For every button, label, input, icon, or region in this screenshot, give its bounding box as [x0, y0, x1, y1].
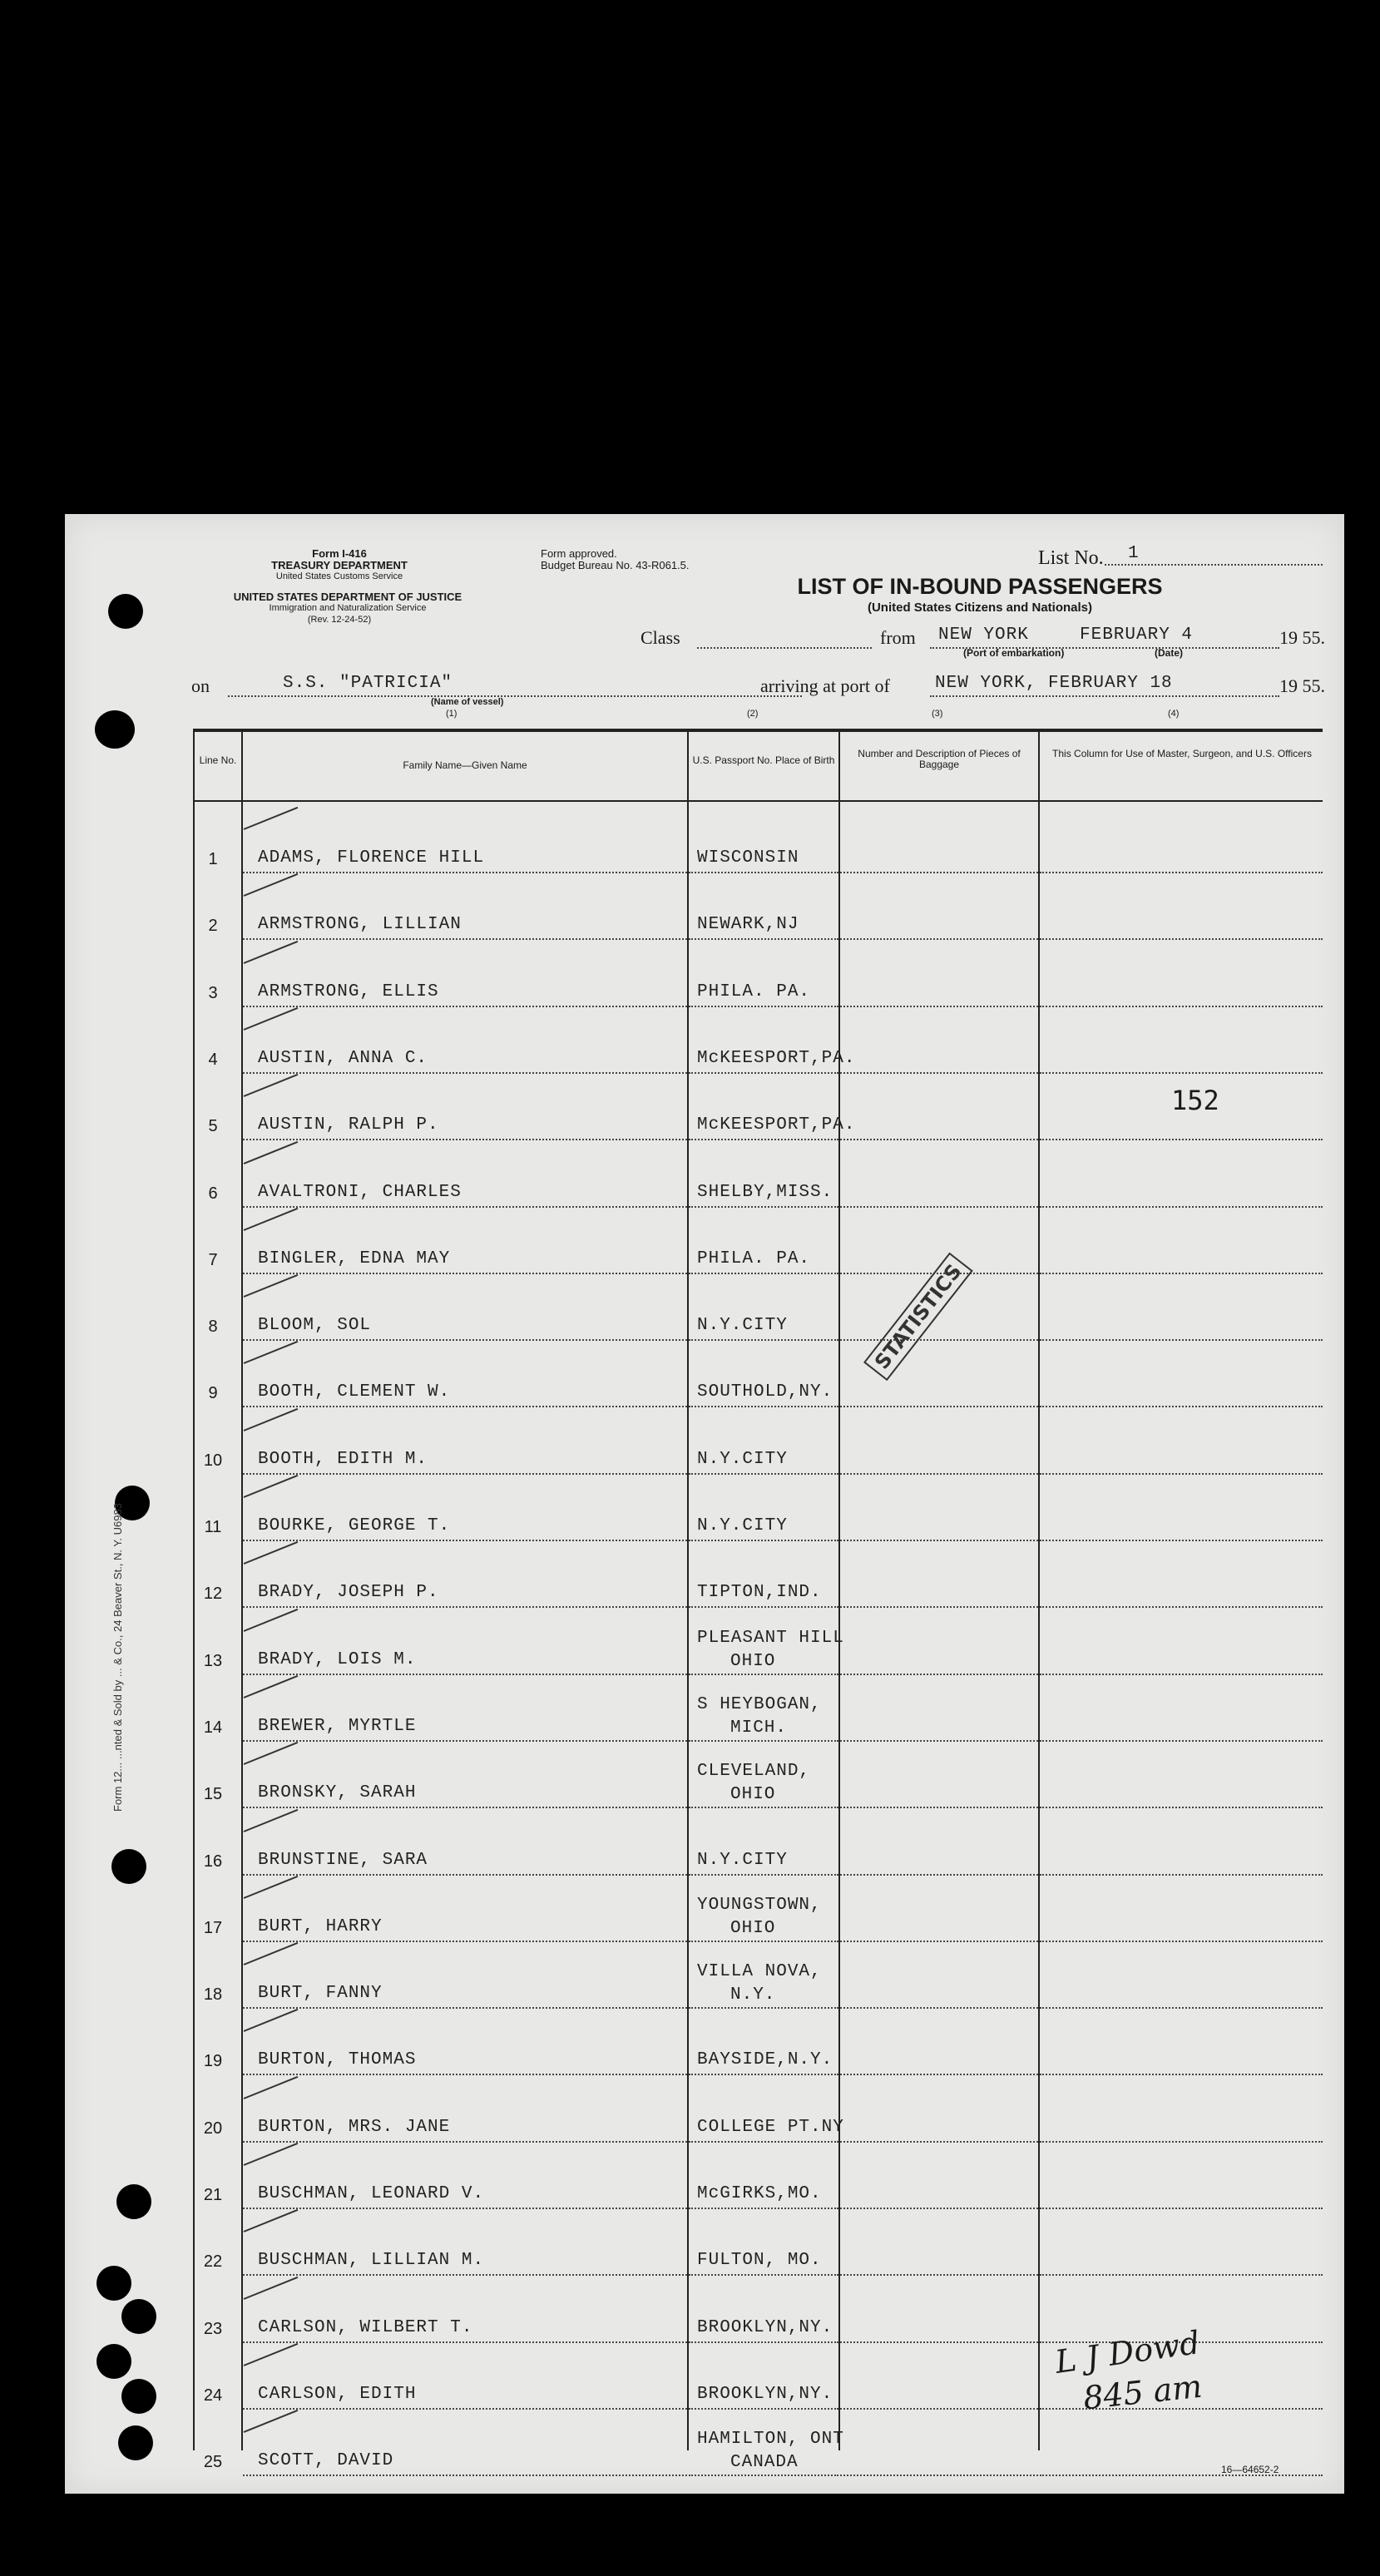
check-mark: [244, 1808, 299, 1832]
immigration-service: Immigration and Naturalization Service: [269, 603, 427, 613]
column-number-4: (4): [1168, 709, 1180, 719]
table-row: [65, 2209, 1344, 2276]
passenger-name: BRADY, JOSEPH P.: [258, 1583, 439, 1603]
check-mark: [244, 2343, 299, 2366]
passenger-name: BLOOM, SOL: [258, 1316, 372, 1336]
printer-imprint: Form 12... ...nted & Sold by ... & Co., 24 Beaver St., N. Y. U6983: [111, 1503, 124, 1812]
passenger-name: BINGLER, EDNA MAY: [258, 1248, 451, 1268]
passenger-name: ARMSTRONG, LILLIAN: [258, 915, 462, 935]
check-mark: [244, 940, 299, 963]
arriving-label: arriving at port of: [760, 675, 890, 696]
line-number: 2: [208, 917, 218, 936]
statistics-stamp: STATISTICS: [863, 1253, 973, 1381]
table-row: [65, 873, 1344, 940]
place-of-birth: FULTON, MO.: [697, 2251, 822, 2271]
check-mark: [244, 873, 299, 897]
place-of-birth: BROOKLYN,NY.: [697, 2384, 833, 2404]
place-line-2: OHIO: [730, 1918, 776, 1938]
passenger-name: ADAMS, FLORENCE HILL: [258, 848, 485, 868]
place-line-2: MICH.: [730, 1718, 788, 1738]
line-number: 4: [208, 1050, 218, 1069]
passenger-name: BRUNSTINE, SARA: [258, 1850, 428, 1870]
check-mark: [244, 1942, 299, 1965]
passenger-name: SCOTT, DAVID: [258, 2451, 394, 2471]
place-line-1: PLEASANT HILL: [697, 1628, 844, 1648]
form-title: LIST OF IN-BOUND PASSENGERS: [797, 574, 1163, 599]
place-of-birth: [697, 1627, 844, 1674]
place-of-birth: McKEESPORT,PA.: [697, 1115, 856, 1135]
on-label: on: [191, 675, 210, 696]
check-mark: [244, 1675, 299, 1698]
column-number-2: (2): [747, 709, 759, 719]
list-no-value: 1: [1128, 544, 1140, 563]
year-arrival: 19 55.: [1279, 675, 1325, 696]
line-number: 11: [204, 1518, 222, 1536]
place-of-birth: McKEESPORT,PA.: [697, 1048, 856, 1068]
place-of-birth: N.Y.CITY: [697, 1516, 788, 1535]
place-of-birth: [697, 1960, 822, 2007]
passenger-name: BRONSKY, SARAH: [258, 1783, 417, 1803]
table-row: [65, 1208, 1344, 1274]
table-row: [65, 2009, 1344, 2075]
header-baggage: Number and Description of Pieces of Baggage: [858, 748, 1021, 770]
table-row: [65, 1609, 1344, 1675]
place-of-birth: [697, 1760, 810, 1807]
from-date: FEBRUARY 4: [1080, 625, 1194, 645]
vessel-dots: [228, 695, 802, 697]
line-number: 10: [203, 1451, 223, 1470]
row-dotted-line: [243, 2475, 687, 2476]
header-place-of-birth: U.S. Passport No. Place of Birth: [692, 754, 835, 766]
place-of-birth: BAYSIDE,N.Y.: [697, 2050, 833, 2070]
place-of-birth: NEWARK,NJ: [697, 915, 799, 935]
check-mark: [244, 1341, 299, 1364]
header-line-no: Line No.: [199, 754, 237, 766]
punch-hole: [108, 594, 143, 629]
row-dotted-line: [840, 2475, 1038, 2476]
place-line-1: VILLA NOVA,: [697, 1962, 822, 1982]
check-mark: [244, 2076, 299, 2099]
check-mark: [244, 1876, 299, 1899]
place-of-birth: [697, 1894, 822, 1941]
table-top-border: [193, 729, 1323, 732]
justice-department: UNITED STATES DEPARTMENT OF JUSTICE: [233, 591, 462, 603]
line-number: 1: [208, 850, 218, 868]
line-number: 18: [203, 1985, 223, 2005]
passenger-name: CARLSON, WILBERT T.: [258, 2317, 473, 2337]
row-dotted-line: [689, 2475, 838, 2476]
passenger-name: BOOTH, EDITH M.: [258, 1449, 428, 1469]
line-number: 3: [208, 983, 218, 1002]
budget-bureau: Budget Bureau No. 43-R061.5.: [541, 559, 690, 571]
table-row: [65, 807, 1344, 873]
row-dotted-line: [1040, 2475, 1323, 2476]
table-row: [65, 2143, 1344, 2209]
line-number: 7: [208, 1250, 218, 1269]
passenger-name: BREWER, MYRTLE: [258, 1716, 417, 1736]
line-number: 13: [203, 1651, 223, 1670]
arrival-dots: [930, 695, 1279, 697]
check-mark: [244, 1074, 299, 1097]
table-row: [65, 1809, 1344, 1876]
table-row: [65, 941, 1344, 1007]
place-of-birth: N.Y.CITY: [697, 1449, 788, 1469]
passenger-name: BOOTH, CLEMENT W.: [258, 1382, 451, 1402]
table-row: [65, 1274, 1344, 1341]
line-number: 21: [203, 2186, 223, 2204]
place-of-birth: BROOKLYN,NY.: [697, 2317, 833, 2337]
date-caption: (Date): [1155, 647, 1184, 659]
place-line-2: OHIO: [730, 1651, 776, 1671]
port-embarkation-caption: (Port of embarkation): [963, 647, 1065, 659]
check-mark: [244, 1007, 299, 1031]
place-of-birth: PHILA. PA.: [697, 1248, 811, 1268]
line-number: 25: [203, 2453, 223, 2472]
table-row: [65, 1876, 1344, 1942]
passenger-name: BUSCHMAN, LEONARD V.: [258, 2184, 485, 2203]
table-row: [65, 1341, 1344, 1407]
punch-hole: [95, 710, 135, 749]
place-line-2: CANADA: [730, 2453, 799, 2473]
check-mark: [244, 2009, 299, 2032]
line-number: 24: [203, 2386, 223, 2405]
officer-signature: L J Dowd: [1052, 2324, 1203, 2381]
table-row: [65, 1007, 1344, 1074]
header-bottom-rule: [193, 800, 1323, 802]
passenger-name: BUSCHMAN, LILLIAN M.: [258, 2251, 485, 2271]
year-departure: 19 55.: [1279, 627, 1325, 648]
check-mark: [244, 1608, 299, 1631]
place-of-birth: N.Y.CITY: [697, 1316, 788, 1336]
place-line-1: HAMILTON, ONT: [697, 2430, 844, 2450]
revision-date: (Rev. 12-24-52): [307, 615, 372, 625]
passenger-name: BURT, HARRY: [258, 1916, 383, 1936]
line-number: 23: [203, 2319, 223, 2338]
class-label: Class: [641, 627, 680, 648]
header-officers: This Column for Use of Master, Surgeon, and U.S. Officers: [1052, 748, 1312, 759]
table-row: [65, 1942, 1344, 2009]
place-of-birth: WISCONSIN: [697, 848, 799, 868]
place-of-birth: PHILA. PA.: [697, 981, 811, 1001]
place-of-birth: SHELBY,MISS.: [697, 1182, 833, 1202]
list-no-label: List No.: [1038, 547, 1104, 569]
place-of-birth: [697, 1693, 822, 1740]
class-dots: [697, 647, 872, 649]
vessel-caption: (Name of vessel): [431, 697, 504, 707]
place-line-2: OHIO: [730, 1785, 776, 1805]
check-mark: [244, 2410, 299, 2433]
line-number: 9: [208, 1384, 218, 1403]
form-subtitle: (United States Citizens and Nationals): [867, 601, 1093, 615]
check-mark: [244, 2143, 299, 2166]
footer-code: 16—64652-2: [1221, 2464, 1279, 2475]
passenger-name: BURTON, MRS. JANE: [258, 2117, 451, 2137]
table-row: [65, 2410, 1344, 2476]
passenger-name: AUSTIN, ANNA C.: [258, 1048, 428, 1068]
vessel-name: S.S. "PATRICIA": [283, 674, 453, 693]
list-no-dots: [1105, 564, 1323, 566]
passenger-name: BURT, FANNY: [258, 1984, 383, 2004]
passenger-name: AVALTRONI, CHARLES: [258, 1182, 462, 1202]
header-family-name: Family Name—Given Name: [403, 759, 527, 771]
handwritten-number: 152: [1171, 1085, 1219, 1116]
place-line-2: N.Y.: [730, 1985, 776, 2005]
customs-service: United States Customs Service: [275, 571, 403, 581]
table-row: [65, 1408, 1344, 1475]
line-number: 22: [203, 2252, 223, 2272]
check-mark: [244, 1742, 299, 1765]
passenger-name: CARLSON, EDITH: [258, 2384, 417, 2404]
arrival-port-date: NEW YORK, FEBRUARY 18: [935, 674, 1173, 693]
place-line-1: YOUNGSTOWN,: [697, 1895, 822, 1915]
line-number: 14: [203, 1718, 223, 1737]
passenger-name: BRADY, LOIS M.: [258, 1649, 417, 1669]
from-port: NEW YORK: [938, 625, 1029, 645]
line-number: 5: [208, 1117, 218, 1136]
check-mark: [244, 1208, 299, 1231]
passenger-name: ARMSTRONG, ELLIS: [258, 981, 439, 1001]
line-number: 20: [203, 2119, 223, 2138]
place-of-birth: McGIRKS,MO.: [697, 2184, 822, 2203]
check-mark: [244, 2276, 299, 2299]
check-mark: [244, 1140, 299, 1164]
passenger-name: BOURKE, GEORGE T.: [258, 1516, 451, 1535]
form-approved: Form approved.: [541, 547, 617, 560]
table-row: [65, 1475, 1344, 1541]
from-label: from: [880, 627, 916, 648]
table-row: [65, 1742, 1344, 1808]
passenger-name: BURTON, THOMAS: [258, 2050, 417, 2070]
column-number-3: (3): [932, 709, 943, 719]
line-number: 8: [208, 1318, 218, 1337]
treasury-department: TREASURY DEPARTMENT: [271, 559, 408, 571]
signature-time: 845 am: [1081, 2367, 1204, 2417]
place-line-1: CLEVELAND,: [697, 1762, 811, 1782]
check-mark: [244, 807, 299, 830]
place-of-birth: [697, 2428, 844, 2475]
line-number: 12: [203, 1585, 223, 1604]
place-of-birth: N.Y.CITY: [697, 1850, 788, 1870]
table-row: [65, 2076, 1344, 2143]
line-number: 15: [203, 1785, 223, 1804]
form-number: Form I-416: [312, 547, 367, 560]
place-of-birth: COLLEGE PT.NY: [697, 2117, 844, 2137]
column-number-1: (1): [446, 709, 458, 719]
check-mark: [244, 1475, 299, 1498]
table-row: [65, 1141, 1344, 1208]
check-mark: [244, 1274, 299, 1298]
line-number: 6: [208, 1184, 218, 1203]
table-row: [65, 1675, 1344, 1742]
place-of-birth: SOUTHOLD,NY.: [697, 1382, 833, 1402]
place-of-birth: TIPTON,IND.: [697, 1583, 822, 1603]
line-number: 16: [203, 1852, 223, 1871]
line-number: 17: [203, 1918, 223, 1937]
passenger-name: AUSTIN, RALPH P.: [258, 1115, 439, 1135]
place-line-1: S HEYBOGAN,: [697, 1694, 822, 1714]
check-mark: [244, 1541, 299, 1565]
check-mark: [244, 2209, 299, 2232]
line-number: 19: [203, 2052, 223, 2071]
table-row: [65, 1541, 1344, 1608]
check-mark: [244, 1408, 299, 1431]
table-row: [65, 1074, 1344, 1140]
manifest-sheet: [65, 514, 1344, 2494]
